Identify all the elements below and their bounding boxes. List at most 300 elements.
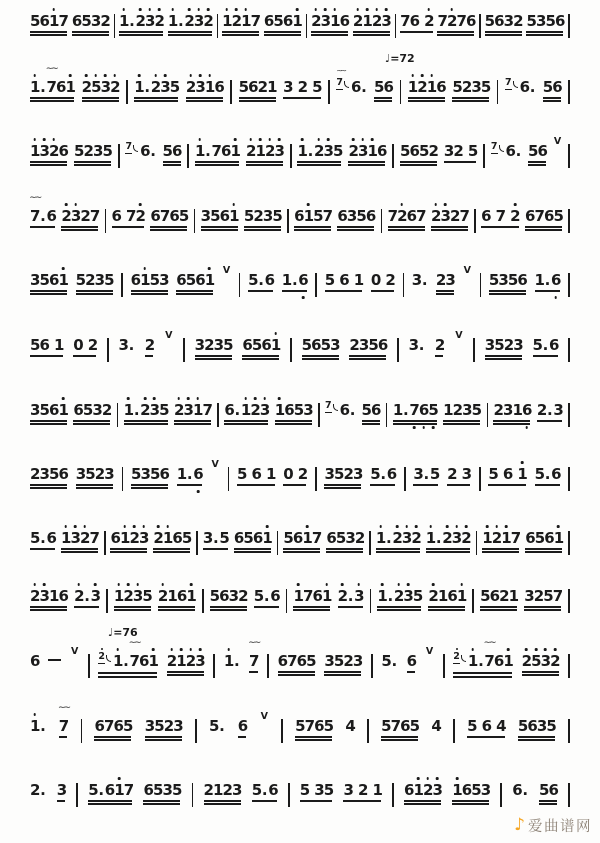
note-digit: 7	[552, 587, 564, 605]
octave-dot-above	[327, 138, 330, 141]
note-digit: 6	[551, 273, 561, 288]
note-digit: 6	[527, 717, 538, 735]
octave-dot-above	[152, 648, 155, 651]
note-digit: 2	[174, 403, 184, 418]
note-digit: 5	[429, 465, 441, 483]
beam-underline	[112, 226, 145, 228]
barline	[369, 531, 371, 555]
note-digit: 2	[533, 587, 545, 605]
note-group	[485, 338, 523, 353]
note-digit: 5	[374, 78, 385, 96]
note-digit: .	[478, 652, 484, 670]
note-digit: 2	[550, 654, 560, 669]
barline	[568, 14, 570, 38]
note-digit: 3	[480, 781, 492, 799]
note-group	[482, 531, 520, 546]
beam-underline	[30, 161, 67, 163]
barline	[281, 719, 283, 743]
note-group	[72, 14, 110, 29]
grace-note-digit: 7	[490, 141, 498, 152]
breath-mark: V	[70, 646, 79, 657]
beam-underline	[59, 736, 68, 738]
beam-underline	[485, 31, 522, 33]
note-digit: 6	[221, 142, 232, 160]
octave-dot-above	[361, 138, 364, 141]
note-group	[73, 338, 97, 353]
note-digit: 3	[541, 654, 551, 669]
note-digit: 2	[61, 209, 71, 224]
note-digit: 3	[413, 465, 424, 483]
grace-note	[453, 647, 466, 664]
note-digit: 2	[136, 14, 146, 29]
note-digit: 2	[349, 336, 360, 354]
beam-underline	[518, 736, 555, 738]
note-group	[431, 209, 469, 224]
barline	[106, 589, 108, 613]
beam-underline	[297, 161, 341, 163]
barline	[568, 654, 570, 678]
note-group	[119, 14, 164, 29]
note-digit: 3	[345, 529, 356, 547]
note-group	[388, 209, 426, 224]
breath-mark: V	[222, 265, 231, 276]
octave-dot-above	[33, 713, 36, 716]
note-digit: 2	[85, 271, 96, 289]
note-digit: 2	[442, 531, 452, 546]
note-digit: 1	[205, 273, 215, 288]
beam-underline	[377, 609, 421, 611]
note-digit: 1	[322, 589, 332, 604]
note-group	[30, 338, 64, 353]
note-digit: 6	[224, 401, 235, 419]
note-digit: 2	[100, 12, 111, 30]
note-group	[110, 531, 148, 546]
beam-underline	[452, 97, 489, 99]
note-group	[345, 719, 355, 734]
note-digit: 1	[30, 144, 40, 159]
note-digit: 2	[49, 144, 59, 159]
note-digit: 6	[277, 652, 289, 670]
note-group	[311, 14, 349, 29]
beam-underline	[30, 290, 67, 292]
note-digit: 1	[508, 587, 520, 605]
beam-underline	[131, 487, 168, 489]
beam-underline	[535, 290, 560, 292]
note-digit: 7	[495, 207, 507, 225]
note-digit: 3	[536, 717, 548, 735]
octave-dot-above	[352, 138, 355, 141]
beam-underline	[74, 161, 111, 163]
barline	[117, 403, 119, 427]
note-group	[238, 719, 248, 734]
beam-underline	[278, 674, 315, 676]
beam-underline	[204, 800, 241, 802]
beam-underline	[525, 548, 562, 550]
beam-underline	[210, 609, 247, 611]
barline	[568, 209, 570, 233]
barline	[315, 273, 317, 297]
note-group	[428, 589, 466, 604]
beam-underline	[278, 671, 315, 673]
octave-dot-above	[278, 138, 281, 141]
octave-dot-above	[505, 525, 508, 528]
octave-dot-above	[43, 138, 46, 141]
grace-note	[505, 73, 518, 90]
beam-underline	[480, 606, 517, 608]
note-digit: 2	[238, 587, 249, 605]
note-digit: 0	[283, 465, 294, 483]
beam-underline	[167, 674, 204, 676]
beam-underline	[239, 100, 276, 102]
note-digit: 2	[314, 144, 324, 159]
note-digit: 2	[204, 336, 215, 354]
note-digit: .	[150, 142, 156, 160]
note-group	[76, 273, 114, 288]
beam-underline	[167, 671, 204, 673]
note-digit: 2	[353, 14, 363, 29]
note-digit: 5	[335, 529, 347, 547]
note-digit: 5	[30, 336, 41, 354]
octave-dot-above	[64, 525, 67, 528]
note-digit: 7	[211, 142, 222, 160]
note-digit: 1	[353, 271, 365, 289]
octave-dot-above	[432, 583, 435, 586]
note-digit: 2	[144, 336, 156, 354]
note-digit: 2	[338, 589, 348, 604]
note-digit: 5	[91, 80, 101, 95]
beam-underline	[428, 609, 465, 611]
note-group	[488, 467, 527, 482]
note-digit: .	[133, 401, 140, 419]
note-group	[295, 719, 333, 734]
beam-underline	[61, 226, 98, 228]
note-digit: 2	[372, 14, 382, 29]
beam-underline	[30, 487, 67, 489]
note-digit: 1	[124, 403, 134, 418]
beam-underline	[376, 551, 420, 553]
beam-underline	[254, 606, 279, 608]
note-digit: 2	[392, 531, 402, 546]
beam-underline	[293, 606, 330, 608]
note-digit: 5	[49, 465, 60, 483]
note-group	[283, 467, 307, 482]
note-digit: 7	[456, 12, 467, 30]
note-group	[325, 273, 364, 288]
note-digit: 5	[295, 717, 306, 735]
note-digit: 1	[297, 144, 307, 159]
note-digit: 2	[354, 529, 366, 547]
beam-underline	[61, 229, 98, 231]
octave-dot-above	[465, 525, 468, 528]
note-digit: 2	[447, 465, 458, 483]
note-digit: 2	[499, 587, 510, 605]
note-digit: 2	[492, 531, 502, 546]
barline	[403, 273, 405, 297]
note-group	[30, 654, 40, 669]
note-digit: 1	[377, 589, 387, 604]
beam-underline	[283, 551, 320, 553]
note-digit: 5	[320, 336, 332, 354]
note-digit: 6	[404, 781, 415, 799]
beam-underline	[143, 803, 180, 805]
note-digit: 5	[85, 465, 96, 483]
beam-underline	[324, 484, 361, 486]
note-digit: 1	[255, 144, 265, 159]
note-digit: 6	[493, 652, 505, 670]
octave-dot-above	[133, 525, 136, 528]
note-digit: 3	[324, 465, 335, 483]
barline	[121, 273, 123, 297]
note-digit: 2	[417, 80, 427, 95]
beam-underline	[485, 34, 522, 36]
note-group	[125, 141, 156, 161]
octave-dot-above	[148, 8, 151, 11]
note-digit: 3	[195, 80, 205, 95]
octave-dot-above	[52, 8, 55, 11]
barline	[386, 403, 388, 427]
octave-dot-above	[142, 525, 145, 528]
beam-underline	[57, 800, 66, 802]
octave-dot-above	[177, 397, 180, 400]
barline	[370, 589, 372, 613]
barline	[114, 14, 116, 38]
beam-underline	[238, 736, 247, 738]
note-digit: 3	[101, 80, 111, 95]
note-digit: 1	[437, 587, 449, 605]
note-digit: 5	[543, 587, 554, 605]
note-group	[112, 209, 146, 224]
note-digit: 3	[40, 144, 50, 159]
note-digit: 4	[431, 717, 442, 735]
note-digit: 2	[94, 465, 106, 483]
note-digit: 5	[323, 781, 335, 799]
note-group	[264, 14, 302, 29]
note-group	[118, 338, 135, 353]
note-digit: 3	[346, 207, 358, 225]
beam-underline	[482, 551, 519, 553]
octave-dot-above	[426, 777, 429, 780]
note-digit: 6	[517, 271, 528, 289]
note-digit: 2	[246, 144, 256, 159]
note-digit: 5	[237, 465, 248, 483]
note-digit: 6	[544, 529, 555, 547]
note-group	[293, 589, 331, 604]
note-digit: 1	[482, 531, 492, 546]
note-digit: 6	[371, 401, 382, 419]
beam-underline	[543, 100, 561, 102]
note-digit: 5	[39, 401, 50, 419]
note-digit: 6	[264, 271, 276, 289]
note-digit: 2	[186, 80, 196, 95]
beam-underline	[195, 164, 239, 166]
beam-underline	[374, 97, 392, 99]
note-digit: 3	[354, 589, 364, 604]
note-digit: .	[423, 465, 430, 483]
octave-dot-below	[197, 490, 200, 493]
note-digit: 1	[231, 144, 241, 159]
beam-underline	[88, 800, 132, 802]
beam-underline	[431, 226, 468, 228]
note-digit: 3	[184, 403, 194, 418]
note-digit: 3	[411, 271, 423, 289]
note-digit: 1	[222, 14, 232, 29]
octave-dot-above	[274, 332, 277, 335]
beam-underline	[349, 358, 386, 360]
beam-underline	[82, 100, 119, 102]
note-group	[447, 467, 471, 482]
octave-dot-above	[334, 8, 337, 11]
grace-note-digit: 7	[505, 77, 512, 88]
grace-note	[336, 66, 349, 90]
note-digit: 6	[252, 529, 264, 547]
breath-mark: V	[455, 330, 463, 341]
note-digit: 5	[418, 142, 430, 160]
note-digit: .	[123, 652, 129, 670]
note-digit: 1	[186, 589, 196, 604]
note-group	[242, 338, 280, 353]
beam-underline	[525, 226, 562, 228]
octave-dot-above	[471, 648, 474, 651]
octave-dot-above	[207, 8, 210, 11]
barline	[476, 531, 478, 555]
note-digit: 6	[263, 12, 275, 30]
beam-underline	[201, 229, 238, 231]
note-digit: 6	[376, 142, 388, 160]
barline	[479, 14, 481, 38]
note-group	[145, 719, 183, 734]
note-digit: 6	[537, 142, 548, 160]
beam-underline	[30, 226, 55, 228]
note-group	[168, 14, 213, 29]
barline	[315, 467, 317, 491]
note-digit: 6	[383, 78, 394, 96]
beam-underline	[338, 606, 363, 608]
octave-dot-above	[495, 525, 498, 528]
beam-underline	[248, 290, 273, 292]
octave-dot-above	[74, 525, 77, 528]
note-digit: 3	[260, 403, 270, 418]
note-group	[348, 144, 386, 159]
note-digit: 2	[163, 717, 175, 735]
octave-dot-above	[507, 648, 510, 651]
note-digit: 6	[551, 465, 562, 483]
beam-underline	[174, 420, 211, 422]
note-group	[326, 531, 364, 546]
note-group	[537, 403, 563, 418]
octave-dot-above	[417, 777, 420, 780]
note-group	[539, 783, 558, 798]
note-group	[177, 467, 203, 482]
note-digit: 2	[155, 14, 165, 29]
note-group	[195, 338, 233, 353]
octave-dot-above	[144, 397, 147, 400]
note-digit: 5	[293, 401, 305, 419]
note-digit: 6	[176, 587, 188, 605]
note-digit: 1	[114, 783, 124, 798]
note-digit: 7	[322, 207, 334, 225]
octave-dot-above	[430, 74, 433, 77]
note-group	[524, 589, 562, 604]
note-digit: 2	[203, 14, 213, 29]
note-group	[381, 654, 398, 669]
note-group	[30, 531, 56, 546]
note-digit: 1	[503, 654, 513, 669]
note-digit: 2	[74, 589, 84, 604]
barline	[472, 589, 474, 613]
note-group	[88, 783, 133, 798]
beam-underline	[224, 423, 268, 425]
note-group	[490, 141, 522, 161]
note-group	[370, 467, 396, 482]
beam-underline	[158, 606, 195, 608]
beam-underline	[264, 31, 301, 33]
note-digit: 1	[205, 80, 215, 95]
note-group	[150, 209, 188, 224]
note-digit: 1	[426, 531, 436, 546]
note-group	[452, 80, 490, 95]
beam-underline	[294, 229, 331, 231]
note-digit: 3	[513, 336, 524, 354]
beam-underline	[300, 800, 333, 802]
beam-underline	[153, 548, 190, 550]
note-digit: .	[40, 207, 46, 225]
note-digit: 2	[151, 80, 161, 95]
octave-dot-above	[139, 8, 142, 11]
beam-underline	[210, 606, 247, 608]
note-digit: 5	[39, 271, 50, 289]
octave-dot-above	[161, 583, 164, 586]
note-digit: 5	[248, 271, 259, 289]
octave-dot-above	[268, 138, 271, 141]
beam-underline	[73, 423, 110, 425]
note-group	[489, 273, 527, 288]
note-digit: 2	[222, 781, 233, 799]
note-digit: 6	[140, 142, 151, 160]
note-group	[400, 14, 434, 29]
octave-dot-below	[302, 296, 305, 299]
note-digit: 1	[293, 589, 303, 604]
note-group	[163, 144, 182, 159]
note-digit: 1	[120, 531, 130, 546]
beam-underline	[522, 674, 559, 676]
barline	[192, 783, 194, 807]
beam-underline	[30, 164, 67, 166]
barline	[194, 209, 196, 233]
grace-note	[125, 137, 138, 154]
note-digit: 5	[324, 271, 336, 289]
beam-underline	[526, 34, 563, 36]
trill-icon: ∼∼	[29, 193, 41, 203]
note-digit: 5	[223, 336, 234, 354]
note-digit: 2	[257, 78, 268, 96]
note-digit: 3	[150, 403, 160, 418]
note-digit: .	[233, 652, 240, 670]
barline	[230, 80, 232, 104]
note-digit: 1	[193, 403, 203, 418]
note-digit: 3	[56, 781, 68, 799]
beam-underline	[485, 358, 522, 360]
note-digit: 1	[140, 273, 150, 288]
note-group	[453, 638, 514, 671]
octave-dot-above	[199, 648, 202, 651]
note-digit: 5	[238, 78, 249, 96]
beam-underline	[435, 355, 444, 357]
note-digit: 5	[209, 587, 221, 605]
note-digit: 5	[142, 587, 153, 605]
note-group	[353, 14, 391, 29]
octave-dot-above	[301, 138, 304, 141]
note-digit: 6	[172, 142, 183, 160]
